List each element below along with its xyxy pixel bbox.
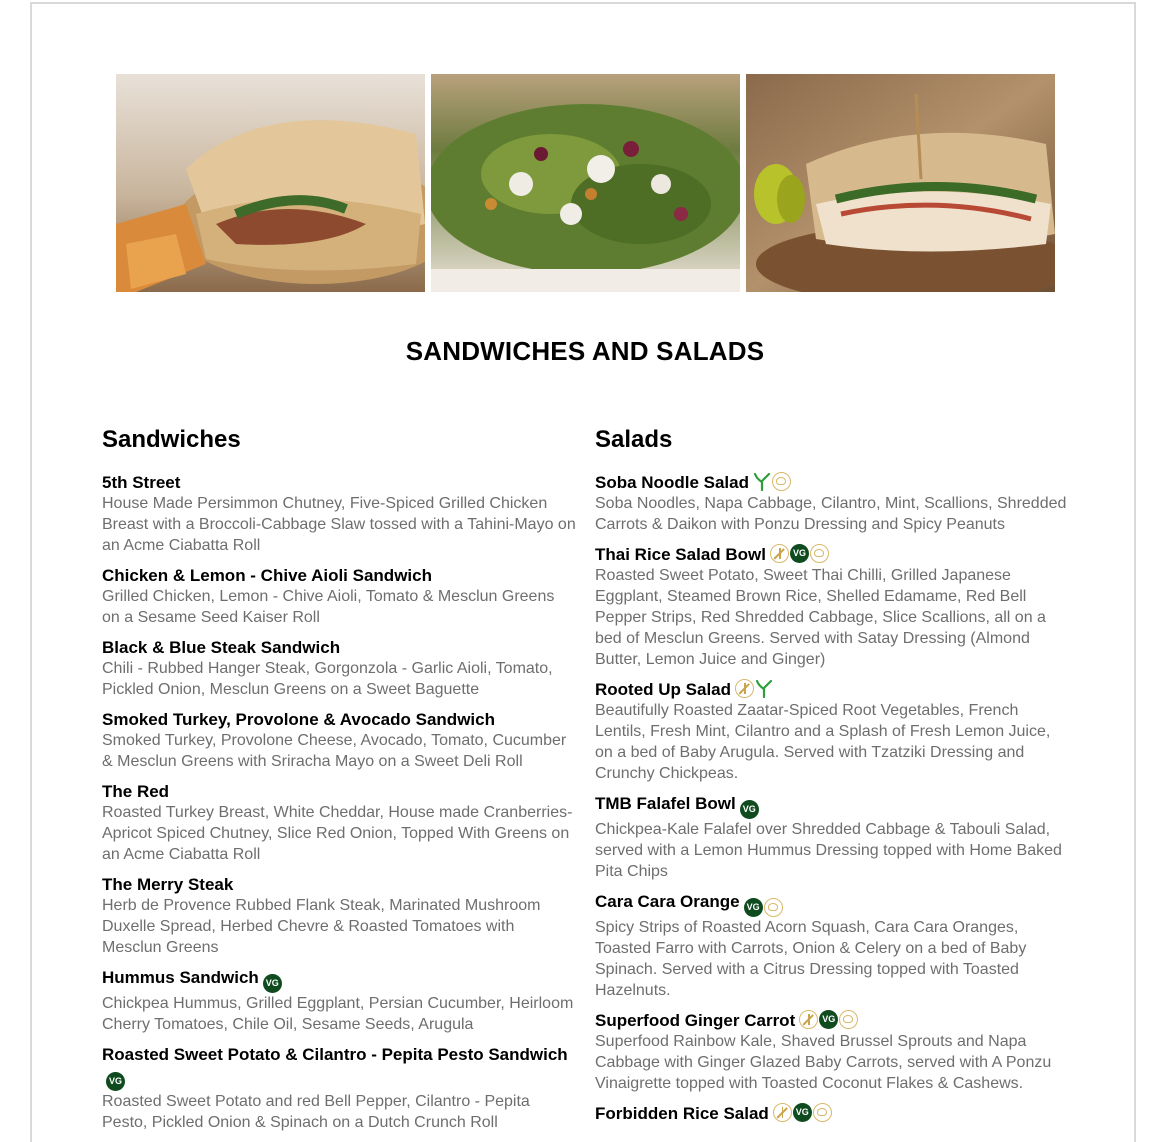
sandwiche-item-name [102,709,576,730]
sandwiche-item-name [102,967,576,993]
sandwich-list [102,472,576,1133]
gluten-free-icon [773,1103,792,1122]
dairy-free-icon [813,1103,832,1122]
sandwiche-item-description: Chili - Rubbed Hanger Steak, Gorgonzola - Garlic Aioli, Tomato, Pickled Onion, Mesclun Greens on a Sweet Baguette [102,660,553,698]
sandwiche-item-description: Chickpea Hummus, Grilled Eggplant, Persian Cucumber, Heirloom Cherry Tomatoes, Chile Oil, Sesame Seeds, Arugula [102,995,574,1033]
vegetarian-icon: VG [106,1072,125,1091]
salad-item-title: Forbidden Rice Salad [595,1104,769,1123]
gluten-free-icon [799,1010,818,1029]
sandwiche-item-title: The Merry Steak [102,875,234,894]
sandwich-photo-2 [746,74,1055,292]
salad-item-name [595,472,1069,493]
dietary-badges [106,1072,125,1091]
sandwiche-item [102,472,576,556]
sandwiche-item-description: Herb de Provence Rubbed Flank Steak, Marinated Mushroom Duxelle Spread, Herbed Chevre & Roasted Tomatoes with Mesclun Greens [102,897,541,956]
sandwiche-item [102,874,576,958]
sandwiche-item-description: Roasted Sweet Potato and red Bell Pepper, Cilantro - Pepita Pesto, Pickled Onion & Spinach on a Dutch Crunch Roll [102,1093,530,1131]
salad-list [595,472,1069,1124]
salad-item-title: Cara Cara Orange [595,892,740,911]
vegetarian-icon: VG [793,1103,812,1122]
salad-item [595,679,1069,784]
sandwiche-item-name [102,565,576,586]
salad-item [595,1010,1069,1094]
sandwiche-item-description: House Made Persimmon Chutney, Five-Spiced Grilled Chicken Breast with a Broccoli-Cabbage Slaw tossed with a Tahini-Mayo on an Acme Ciabatta Roll [102,495,576,554]
vegetarian-icon: VG [263,974,282,993]
salad-item-description: Chickpea-Kale Falafel over Shredded Cabbage & Tabouli Salad, served with a Lemon Hummus Dressing topped with Home Baked Pita Chips [595,821,1062,880]
sandwiche-item-name [102,781,576,802]
salad-item-name [595,679,1069,700]
salad-item-name [595,1010,1069,1031]
dietary-badges [753,472,791,491]
salads-heading: Salads [595,426,673,453]
sandwiche-item-description: Smoked Turkey, Provolone Cheese, Avocado, Tomato, Cucumber & Mesclun Greens with Sriracha Mayo on a Sweet Deli Roll [102,732,567,770]
salad-item [595,472,1069,535]
sandwiche-item-title: Chicken & Lemon - Chive Aioli Sandwich [102,566,432,585]
salad-item-name [595,793,1069,819]
sandwiche-item [102,967,576,1035]
salad-item-title: Rooted Up Salad [595,680,732,699]
sandwiche-item-name [102,637,576,658]
salad-photo [431,74,740,292]
sandwiche-item-name [102,472,576,493]
vegan-leaf-icon [755,679,773,698]
sandwiche-item-title: Roasted Sweet Potato & Cilantro - Pepita Pesto Sandwich [102,1045,568,1064]
sandwiche-item-name [102,1044,576,1091]
gluten-free-icon [735,679,754,698]
salads-column [595,424,1069,1133]
dietary-badges [770,544,829,563]
vegan-leaf-icon [753,472,771,491]
dietary-badges [799,1010,858,1029]
salad-item-name [595,891,1069,917]
sandwiche-item-title: The Red [102,782,170,801]
sandwiche-item-title: Black & Blue Steak Sandwich [102,638,341,657]
vegetarian-icon: VG [819,1010,838,1029]
salad-item-title: Soba Noodle Salad [595,473,749,492]
sandwiche-item-title: Smoked Turkey, Provolone & Avocado Sandwich [102,710,495,729]
salad-item-name [595,1103,1069,1124]
salad-item-name [595,544,1069,565]
dairy-free-icon [839,1010,858,1029]
salad-item [595,1103,1069,1124]
photo-strip [116,74,1055,292]
salad-item-description: Superfood Rainbow Kale, Shaved Brussel Sprouts and Napa Cabbage with Ginger Glazed Baby Carrots, served with A Ponzu Vinaigrette topped with Toasted Coconut Flakes & Cashews. [595,1033,1052,1092]
vegetarian-icon: VG [744,898,763,917]
sandwiche-item-description: Roasted Turkey Breast, White Cheddar, House made Cranberries-Apricot Spiced Chutney, Slice Red Onion, Topped With Greens on an Acme Ciabatta Roll [102,804,573,863]
salad-item-description: Soba Noodles, Napa Cabbage, Cilantro, Mint, Scallions, Shredded Carrots & Daikon with Ponzu Dressing and Spicy Peanuts [595,495,1067,533]
salad-item-title: TMB Falafel Bowl [595,794,736,813]
dietary-badges [773,1103,832,1122]
sandwiche-item [102,781,576,865]
vegetarian-icon: VG [740,800,759,819]
sandwiches-column [102,424,576,1142]
salad-item-description: Spicy Strips of Roasted Acorn Squash, Cara Cara Oranges, Toasted Farro with Carrots, Onion & Celery on a bed of Baby Spinach. Served with a Citrus Dressing topped with Toasted Hazelnuts. [595,919,1027,999]
dietary-badges [740,800,759,819]
sandwiche-item [102,709,576,772]
salad-item-title: Superfood Ginger Carrot [595,1011,796,1030]
salad-item [595,544,1069,670]
dairy-free-icon [772,472,791,491]
salad-item-description: Roasted Sweet Potato, Sweet Thai Chilli, Grilled Japanese Eggplant, Steamed Brown Rice, Shelled Edamame, Red Bell Pepper Strips, Red Shredded Cabbage, Slice Scallions, all on a bed of Mesclun Greens. Served with Satay Dressing (Almond Butter, Lemon Juice and Ginger) [595,567,1046,668]
sandwiche-item-description: Grilled Chicken, Lemon - Chive Aioli, Tomato & Mesclun Greens on a Sesame Seed Kaiser Roll [102,588,555,626]
sandwiche-item-title: 5th Street [102,473,181,492]
salad-item-description: Beautifully Roasted Zaatar-Spiced Root Vegetables, French Lentils, Fresh Mint, Cilantro and a Splash of Fresh Lemon Juice, on a bed of Baby Arugula. Served with Tzatziki Dressing and Crunchy Chickpeas. [595,702,1051,782]
dietary-badges [263,974,282,993]
sandwiche-item-title: Hummus Sandwich [102,968,259,987]
dietary-badges [735,679,773,698]
page-title: SANDWICHES AND SALADS [405,336,765,366]
sandwich-photo [116,74,425,292]
sandwiches-heading: Sandwiches [102,426,241,453]
dairy-free-icon [764,898,783,917]
sandwiche-item [102,565,576,628]
sandwiche-item [102,637,576,700]
sandwiche-item-name [102,874,576,895]
gluten-free-icon [770,544,789,563]
vegetarian-icon: VG [790,544,809,563]
salad-item [595,891,1069,1001]
dairy-free-icon [810,544,829,563]
salad-item-title: Thai Rice Salad Bowl [595,545,766,564]
salad-item [595,793,1069,882]
sandwiche-item [102,1044,576,1133]
dietary-badges [744,898,783,917]
